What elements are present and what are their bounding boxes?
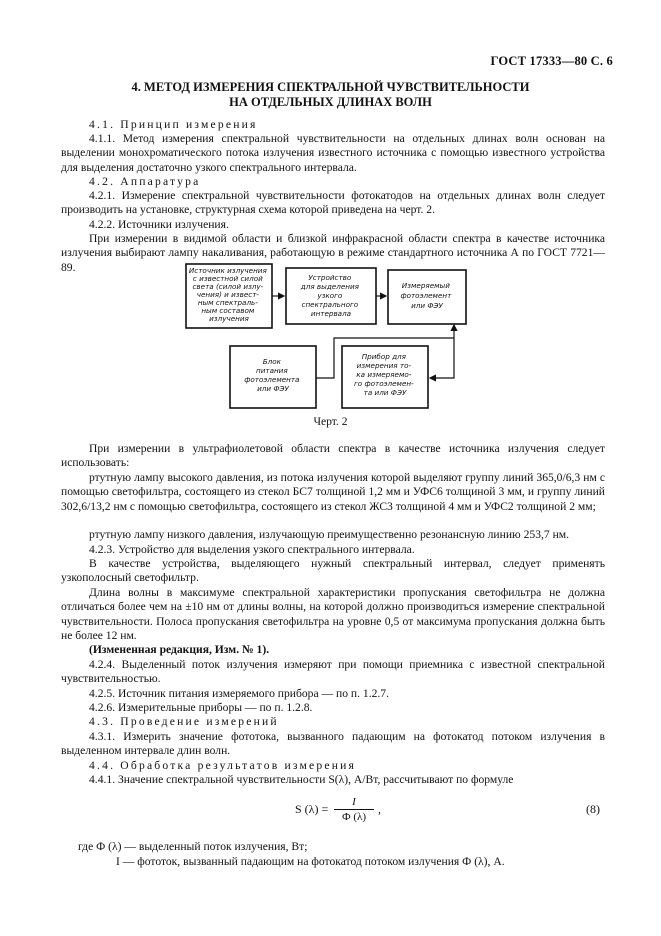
paragraph-low-pressure-lamp: ртутную лампу низкого давления, излучающую преимущественно резонансную линию 253,7 нм. xyxy=(89,528,570,541)
formula-8 xyxy=(0,796,661,830)
paragraph-high-pressure-lamp: ртутную лампу высокого давления, из потока излучения которой выделяют группу линий 365,0/6,3 нм с помощью светофильтра, состоящего из стекол БС7 толщиной 1,2 мм и УФС6 толщиной 3 мм, и группу линий 302,6/13,2 нм с помощью светофильтра, состоящего из стекол ЖС3 толщиной 4 мм и УФС2 толщиной 2 мм; xyxy=(61,471,605,513)
paragraph-visible-source: При измерении в видимой области и близкой инфракрасной области спектра в качестве источника излучения выбирают лампу накаливания, работающую в режиме стандартного источника А по ГОСТ 7721—89. xyxy=(61,232,605,274)
clause-4-4: 4.4. Обработка результатов измерения xyxy=(89,759,357,772)
clause-4-2: 4.2. Аппаратура xyxy=(89,175,201,188)
formula-numerator: I xyxy=(334,796,374,810)
formula-number: (8) xyxy=(586,802,600,816)
clause-4-2-6: 4.2.6. Измерительные приборы — по п. 1.2.8. xyxy=(89,701,313,714)
paragraph-wavelength: Длина волны в максимуме спектральной характеристики пропускания светофильтра не должна отличаться более чем на ±10 нм от длины волны, на которой должно производиться измерение спектральной чувствительности. Полоса пропускания светофильтра на уровне 0,5 от максимума пропускания должна быть не более 12 нм. xyxy=(61,586,605,643)
page-header: ГОСТ 17333—80 С. 6 xyxy=(490,54,613,68)
clause-4-3: 4.3. Проведение измерений xyxy=(89,715,279,728)
figure-caption: Черт. 2 xyxy=(313,415,348,428)
clause-4-4-1: 4.4.1. Значение спектральной чувствительности S(λ), А/Вт, рассчитывают по формуле xyxy=(89,773,514,786)
arrow-photocell-meter xyxy=(430,338,454,378)
formula-denominator: Ф (λ) xyxy=(341,811,367,823)
section-title-line-2: НА ОТДЕЛЬНЫХ ДЛИНАХ ВОЛН xyxy=(229,95,432,109)
paragraph-filter-device: В качестве устройства, выделяющего нужный спектральный интервал, следует применять узкополосный светофильтр. xyxy=(61,557,605,585)
formula-lhs: S (λ) = xyxy=(295,802,329,816)
clause-4-2-4: 4.2.4. Выделенный поток излучения измеряют при помощи приемника с известной спектральной чувствительностью. xyxy=(61,658,605,686)
box-source-text: Источник излучения с известной силой света (силой излу- чения) и извест- ным спектраль- ным составом излучения xyxy=(188,266,267,323)
revision-note: (Измененная редакция, Изм. № 1). xyxy=(89,643,270,656)
clause-4-2-2: 4.2.2. Источники излучения. xyxy=(89,218,229,231)
section-title xyxy=(0,80,661,110)
section-title-line-1: 4. МЕТОД ИЗМЕРЕНИЯ СПЕКТРАЛЬНОЙ ЧУВСТВИТЕЛЬНОСТИ xyxy=(131,80,530,94)
clause-4-3-1: 4.3.1. Измерить значение фототока, вызванного падающим на фотокатод потоком излучения в выделенном интервале длин волн. xyxy=(61,730,605,758)
clause-4-2-1: 4.2.1. Измерение спектральной чувствительности фотокатодов на отдельных длинах волн следует производить на установке, структурная схема которой приведена на черт. 2. xyxy=(61,189,605,217)
clause-4-2-3: 4.2.3. Устройство для выделения узкого спектрального интервала. xyxy=(89,543,415,556)
box-meter-text: Прибор для измерения то- ка измеряемо- го фотоэлемен- та или ФЭУ xyxy=(354,352,414,397)
clause-4-2-5: 4.2.5. Источник питания измеряемого прибора — по п. 1.2.7. xyxy=(89,687,389,700)
formula-fraction xyxy=(334,796,374,823)
where-phi: где Ф (λ) — выделенный поток излучения, Вт; xyxy=(78,840,308,853)
block-diagram xyxy=(176,258,476,418)
clause-4-1: 4.1. Принцип измерения xyxy=(89,118,258,131)
clause-4-1-1: 4.1.1. Метод измерения спектральной чувствительности на отдельных длинах волн основан на выделении монохроматического потока излучения известного источника с помощью известного устройства для выделения достаточно узкого спектрального интервала. xyxy=(61,132,605,174)
paragraph-uv-source: При измерении в ультрафиолетовой области спектра в качестве источника излучения следует использовать: xyxy=(61,442,605,470)
box-power-text: Блок питания фотоэлемента или ФЭУ xyxy=(244,357,300,393)
box-photocell-text: Измеряемый фотоэлемент или ФЭУ xyxy=(400,281,452,310)
formula-comma: , xyxy=(378,802,381,816)
box-filter-text: Устройство для выделения узкого спектрального интервала xyxy=(300,273,359,318)
where-current: I — фототок, вызванный падающим на фотокатод потоком излучения Ф (λ), А. xyxy=(116,855,505,868)
